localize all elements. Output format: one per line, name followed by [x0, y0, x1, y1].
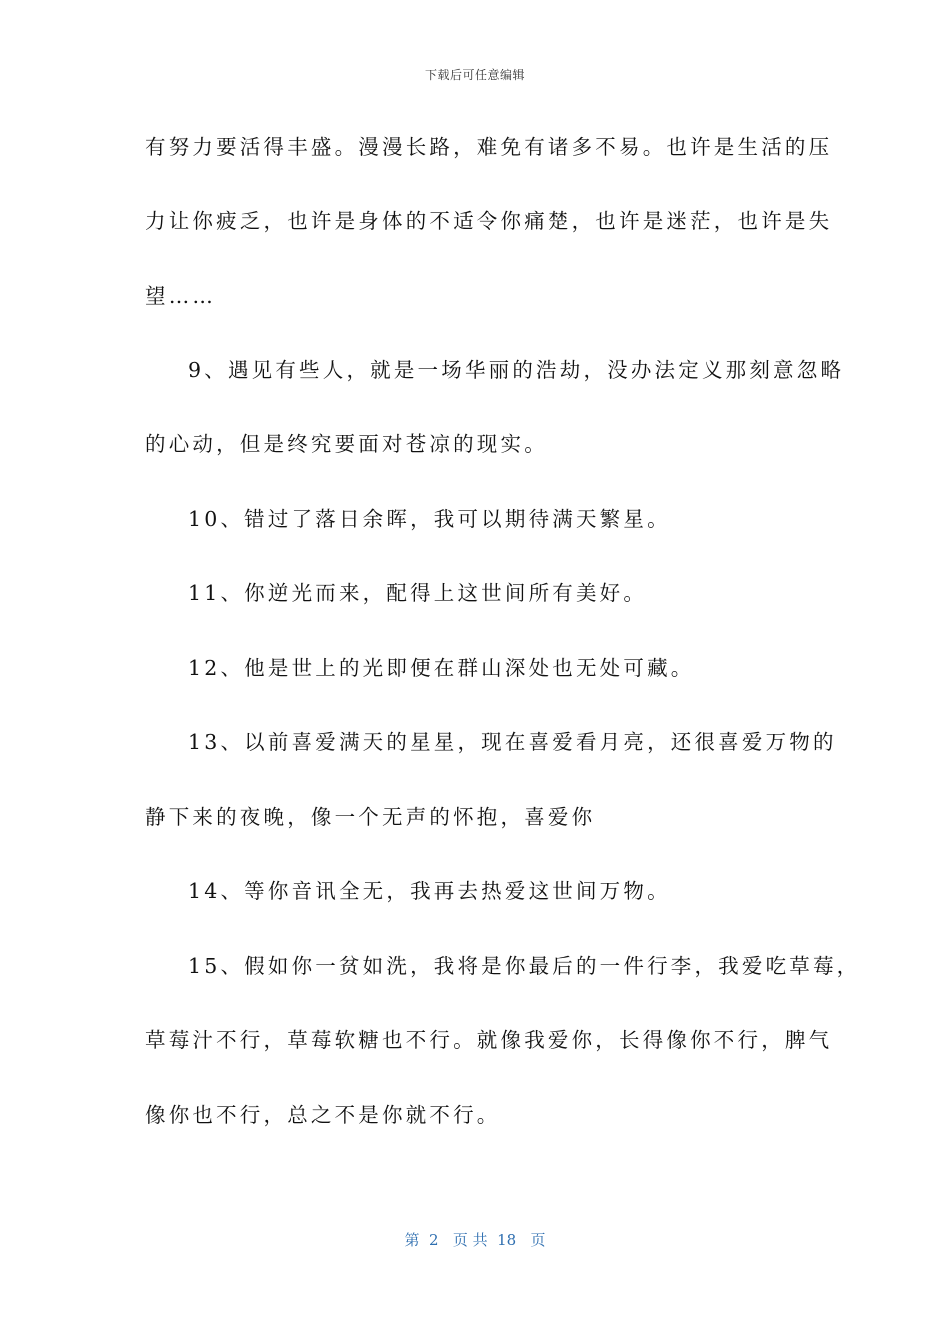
body-line: 13、以前喜爱满天的星星，现在喜爱看月亮，还很喜爱万物的 — [188, 730, 837, 754]
body-line: 力让你疲乏，也许是身体的不适令你痛楚，也许是迷茫，也许是失 — [145, 209, 833, 233]
page-footer: 第 2 页 共 18 页 — [404, 1231, 546, 1249]
body-line: 望…… — [145, 284, 217, 308]
body-line: 14、等你音讯全无，我再去热爱这世间万物。 — [188, 879, 671, 903]
page-header: 下载后可任意编辑 — [424, 68, 525, 82]
body-line: 草莓汁不行，草莓软糖也不行。就像我爱你，长得像你不行，脾气 — [145, 1028, 833, 1052]
body-line: 的心动，但是终究要面对苍凉的现实。 — [145, 432, 548, 456]
body-line: 12、他是世上的光即便在群山深处也无处可藏。 — [188, 656, 695, 680]
body-line: 10、错过了落日余晖，我可以期待满天繁星。 — [188, 507, 671, 531]
body-line: 11、你逆光而来，配得上这世间所有美好。 — [188, 581, 648, 605]
body-line: 有努力要活得丰盛。漫漫长路，难免有诸多不易。也许是生活的压 — [145, 135, 833, 159]
body-line: 静下来的夜晚，像一个无声的怀抱，喜爱你 — [145, 805, 596, 829]
body-line: 像你也不行，总之不是你就不行。 — [145, 1103, 501, 1127]
body-line: 15、假如你一贫如洗，我将是你最后的一件行李，我爱吃草莓， — [188, 954, 861, 978]
body-line: 9、遇见有些人，就是一场华丽的浩劫，没办法定义那刻意忽略 — [188, 358, 845, 382]
